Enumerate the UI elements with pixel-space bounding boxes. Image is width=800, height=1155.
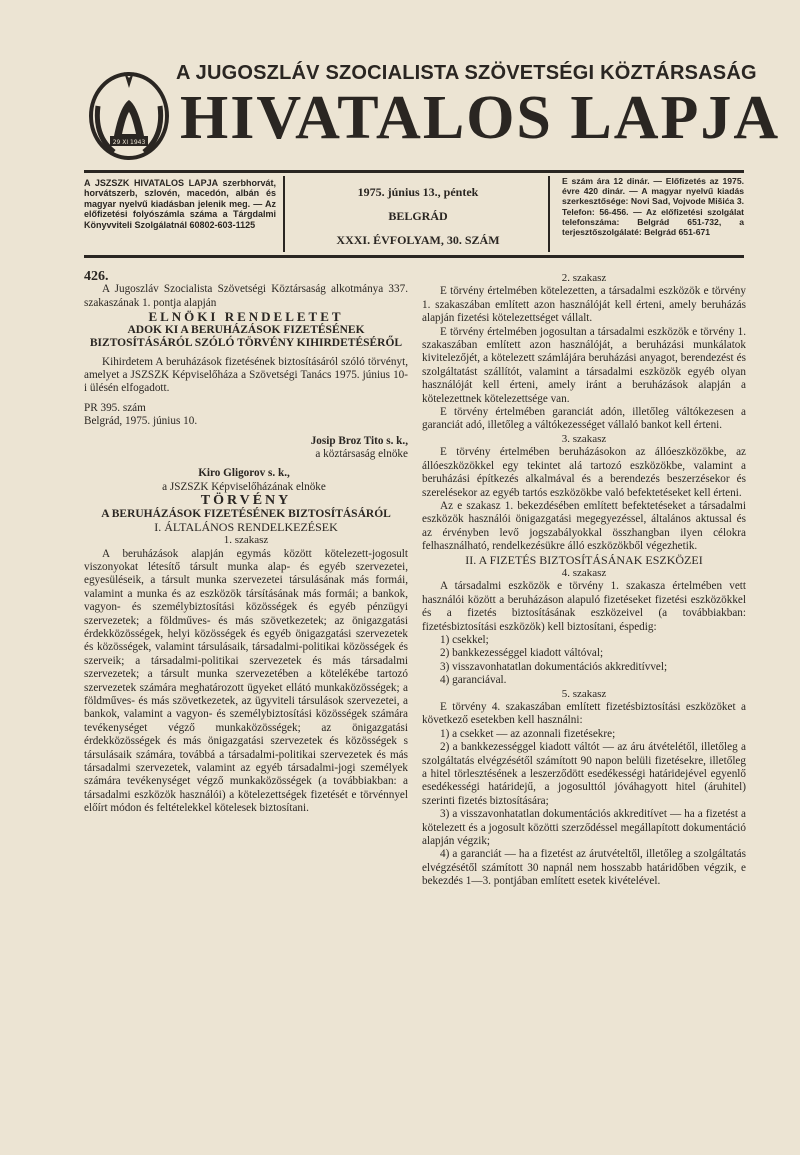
pr-date: Belgrád, 1975. június 10. — [84, 415, 198, 428]
masthead-super-title: A JUGOSZLÁV SZOCIALISTA SZÖVETSÉGI KÖZTÁRSASÁG — [176, 62, 757, 84]
list-item: 4) garanciával. — [440, 674, 507, 687]
article-2-paragraph-2: E törvény értelmében jogosultan a társadalmi eszközök e törvény 1. szakaszában említett azon használóját, a beruházási munkálatok kivitelezőjét, a kötelezett számlájára beruházási anyagot, berendezést és szolgáltatást szállítót, valamint a társadalmi eszközök egyéb olyan használóját kell érteni, amely iránt a beruházások alapján a kötelezettnek kötelezettsége van. — [422, 325, 746, 405]
list-item: 1) csekkel; — [440, 633, 489, 646]
info-divider-left — [283, 176, 285, 252]
subscription-info: E szám ára 12 dinár. — Előfizetés az 1975. évre 420 dinár. — A magyar nyelvű kiadás szerkesztősége: Novi Sad, Vojvode Mišića 3. Telefon: 56-456. — Az előfizetési szolgálat telefonszáma: Belgrád 651-732, a terjesztőszolgálaté: Belgrád 651-671 — [562, 176, 744, 238]
decree-subheading: ADOK KI A BERUHÁZÁSOK FIZETÉSÉNEK BIZTOSÍTÁSÁRÓL SZÓLÓ TÖRVÉNY KIHIRDETÉSÉRŐL — [89, 323, 403, 349]
list-item: 3) a visszavonhatatlan dokumentációs akkreditívet — ha a fizetést a kötelezett és a jogosult közötti szerződéssel megállapított dokumentáció alapján végzik; — [422, 808, 746, 848]
issue-date: 1975. június 13., péntek — [357, 185, 479, 199]
article-2-paragraph-3: E törvény értelmében garanciát adón, illetőleg váltókezesen a garanciát adó, illetőleg a váltókezességet vállaló bankot kell érteni. — [422, 406, 746, 432]
article-4-heading: 4. szakasz — [561, 566, 607, 579]
article-1-heading: 1. szakasz — [223, 534, 269, 547]
list-item: 4) a garanciát — ha a fizetést az árutvételtől, illetőleg a szolgáltatás elvégzésétől számított 30 napnál nem hosszabb határidőben végzik, e bekezdés 1—3. pontjában említett esetek kivételével. — [422, 848, 746, 888]
issue-place: BELGRÁD — [388, 209, 448, 223]
right-column — [422, 270, 746, 889]
law-subheading: A BERUHÁZÁSOK FIZETÉSÉNEK BIZTOSÍTÁSÁRÓL — [101, 507, 391, 520]
issue-info — [298, 180, 538, 252]
article-4-text: A társadalmi eszközök e törvény 1. szakasza értelmében vett használói között a beruházáson alapuló fizetéseket fizetési eszközökkel és a fizetés biztosításának eszközeivel (a továbbiakban: fizetésbiztosítási eszközök) kell biztosítani, éspedig: — [422, 580, 746, 633]
masthead-rule-bottom — [84, 255, 744, 258]
section-1-heading: I. ÁLTALÁNOS RENDELKEZÉSEK — [154, 519, 338, 534]
signature-1-name: Josip Broz Tito s. k., — [310, 434, 408, 447]
left-column — [84, 270, 408, 816]
info-divider-right — [548, 176, 550, 252]
decree-heading: ELNÖKI RENDELETET — [148, 309, 344, 325]
law-heading: TÖRVÉNY — [200, 493, 292, 509]
issue-volume: XXXI. ÉVFOLYAM, 30. SZÁM — [336, 233, 500, 247]
article-3-paragraph-1: E törvény értelmében beruházásokon az állóeszközökbe, az állóeszközökkel egy tekintet alá tartozó eszközökbe, valamint a beruházási építkezés alkalmával és a berendezés beszerzésekor és szerelésekor az egyéb tartós eszközökbe való befektetéseket kell érteni. — [422, 446, 746, 499]
article-2-heading: 2. szakasz — [561, 272, 607, 284]
section-2-heading: II. A FIZETÉS BIZTOSÍTÁSÁNAK ESZKÖZEI — [465, 552, 703, 567]
article-1-text: A beruházások alapján egymás között kötelezett-jogosult viszonyokat létesítő társult munka alap- és egyéb szervezetei, egyesüléseik, a társult munka szervezetei társulásának más formái, valamint a munka és az eszközök társításának más formái; a bankok, vagyon- és személybiztosítási közösségek és egyéb pénzügyi szervezetek; a földműves- és más szövetkezetek; az önigazgatási érdekközösségek, helyi közösségek és egyéb önigazgatási szervezetek és közösségek, valamint társulásaik, társadalmi-politikai közösségek és szerveik; a társadalmi-politikai szervezetek és más társadalmi szervezetek; a társult munka szervezetében a kötelékébe tartozó szervezetek számára meghatározott ügyeket ellátó munkaközösségek; a földműves- és más szövetkezetek, az ügyviteli társulások szervezetei, a bankok, valamint a vagyon- és személybiztosítási közösségek számára tevékenységet végző munkaközösségek; az önigazgatási érdekközösségek és más önigazgatási szervezetek és közösségek s társulásaik számára, továbbá a társadalmi-politikai szervezetek és más társadalmi szervezetek, valamint az egyéb társadalmi-jogi személyek számára tevékenységet végző munkaközösségek (a továbbiakban: a társadalmi eszközök használói) a kötelezettségek fizetését e törvénnyel előírt módon és feltételekkel kötelesek biztosítani. — [84, 547, 408, 815]
document-number: 426. — [84, 269, 109, 284]
article-5-text: E törvény 4. szakaszában említett fizetésbiztosítási eszközöket a következő esetekben kell használni: — [422, 701, 746, 727]
article-4-list — [422, 634, 746, 688]
article-3-paragraph-2: Az e szakasz 1. bekezdésében említett befektetéseket a társadalmi eszközök használói önigazgatási megegyezéssel, általános aktussal és az érvényben levő jogszabályokkal összhangban ilyen célokra felhasználható, rendelkezésükre álló eszközökből végezhetik. — [422, 499, 746, 553]
pr-number: PR 395. szám — [84, 401, 146, 414]
state-emblem-icon — [84, 66, 174, 164]
article-5-heading: 5. szakasz — [561, 687, 607, 700]
promulgation-paragraph: Kihirdetem A beruházások fizetésének biztosításáról szóló törvényt, amelyet a JSZSZK Képviselőháza a Szövetségi Tanács 1975. június 10-i ülésén elfogadott. — [84, 355, 408, 395]
masthead-title: HIVATALOS LAPJA — [180, 84, 781, 152]
list-item: 2) bankkezességgel kiadott váltóval; — [440, 647, 604, 660]
signature-2-role: a JSZSZK Képviselőházának elnöke — [162, 480, 326, 493]
masthead-rule-top — [84, 170, 744, 173]
publication-info: A JSZSZK HIVATALOS LAPJA szerbhorvát, horvátszerb, szlovén, macedón, albán és magyar nyelvű kiadásban jelenik meg. — Az előfizetési folyószámla száma a Tárgdalmi Könyvviteli Szolgálatnál 60802-603-1125 — [84, 178, 276, 230]
list-item: 3) visszavonhatatlan dokumentációs akkreditívvel; — [440, 660, 668, 673]
emblem-date: 29 XI 1943 — [112, 139, 146, 146]
signature-2-name: Kiro Gligorov s. k., — [198, 467, 290, 480]
list-item: 2) a bankkezességgel kiadott váltót — az áru átvételétől, illetőleg a szolgáltatás elvégzésétől számított 90 napon belüli fizetésekre, illetőleg a hitel törlesztésének a leszerződött esedékességi határidejével egyenlő esedékességi határidejű, a jogosulttól jóváhagyott hitel (áruhitel) szerinti fizetés biztosítására; — [422, 741, 746, 807]
article-5-list — [422, 728, 746, 889]
list-item: 1) a csekket — az azonnali fizetésekre; — [440, 727, 616, 740]
article-3-heading: 3. szakasz — [561, 432, 607, 445]
article-2-paragraph-1: E törvény értelmében kötelezetten, a társadalmi eszközök e törvény 1. szakaszában említett azon használóját kell érteni, amely beruházás alapján fizetési kötelezettséget vállalt. — [422, 285, 746, 325]
intro-paragraph: A Jugoszláv Szocialista Szövetségi Köztársaság alkotmánya 337. szakaszának 1. pontja alapján — [84, 283, 408, 309]
signature-1-role: a köztársaság elnöke — [315, 448, 408, 461]
